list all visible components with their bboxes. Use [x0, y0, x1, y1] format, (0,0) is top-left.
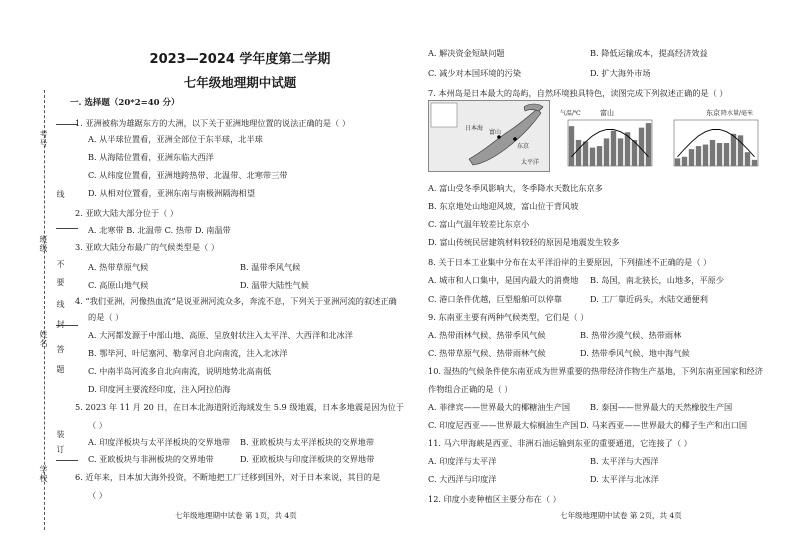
answer-option: A. 从半球位置看，亚洲全部位于东半球，北半球	[88, 134, 263, 144]
binding-line	[44, 90, 45, 530]
cut-text: 题	[56, 365, 65, 374]
answer-option: （ ）	[88, 490, 107, 500]
question-stem: 4. “我们亚洲，河像热血流”是说亚洲河流众多，奔流不息，下列关于亚洲河流的叙述正确	[75, 296, 397, 306]
answer-option: A. 解决资金短缺问题	[428, 48, 505, 58]
precip-bar	[618, 138, 623, 166]
answer-option: （ ）	[88, 420, 107, 430]
answer-option: D. 从相对位置看，亚洲东南与南极洲隔海相望	[88, 188, 256, 198]
axis-label-precip: 降水量/毫米	[721, 110, 754, 117]
answer-option: B. 鄂毕河、叶尼塞河、勒拿河自北向南流，注入北冰洋	[88, 348, 288, 358]
precip-bar	[710, 140, 715, 166]
answer-option: B. 热带沙漠气候、热带雨林	[580, 330, 682, 340]
answer-option: D. 马来西亚——世界最大的椰子生产和出口国	[580, 420, 748, 430]
precip-bar	[682, 157, 687, 166]
precip-bar	[583, 141, 588, 166]
question-stem: 5. 2023 年 11 月 20 日，在日本北海道附近海域发生 5.9 级地震，日本多地震是因为位于	[75, 402, 404, 412]
section-heading: 一. 选择题（20*2=40 分）	[70, 98, 180, 108]
cut-text: 线	[56, 190, 65, 199]
precip-bar	[703, 145, 708, 166]
climate-chart-toyama	[560, 109, 660, 174]
climate-chart-tokyo	[666, 109, 766, 174]
map-label-sea-of-japan: 日本海	[465, 125, 484, 132]
answer-option: C. 高原山地气候	[88, 280, 149, 290]
cut-text: 装	[56, 430, 65, 439]
precip-bar	[646, 123, 651, 166]
cut-text: 不	[56, 260, 65, 269]
precip-bar	[675, 158, 680, 166]
exam-subtitle: 七年级地理期中试题	[183, 75, 297, 90]
answer-option: C. 港口条件优越，巨型船舶可以停靠	[428, 294, 562, 304]
answer-option: B. 岛国，南北狭长，山地多，平原少	[590, 275, 725, 285]
answer-option: D. 印度河主要流经印度，注入阿拉伯海	[88, 384, 231, 394]
answer-option: D. 太平洋与北冰洋	[590, 474, 659, 484]
precip-bar	[604, 138, 609, 166]
answer-option: B. 从海陆位置看，亚洲东临大西洋	[88, 152, 214, 162]
answer-option: D. 热带季风气候、地中海气候	[580, 348, 690, 358]
answer-option: B. 东京地处山地迎风坡，富山位于背风坡	[428, 201, 579, 211]
answer-option: C. 减少对本国环境的污染	[428, 68, 522, 78]
answer-option: A. 印度洋与太平洋	[428, 456, 497, 466]
answer-option: B. 亚欧板块与太平洋板块的交界地带	[240, 437, 375, 447]
page-footer: 七年级地理期中试卷 第 2页，共 4页	[560, 511, 682, 520]
name-label: 姓名	[39, 330, 48, 348]
answer-option: B. 太平洋与大西洋	[590, 456, 659, 466]
answer-option: B. 温带季风气候	[240, 262, 301, 272]
question-stem: 9. 东南亚主要有两种气候类型，它们是（ ）	[428, 312, 589, 322]
answer-option: D. 富山传统民居建筑材料较轻的原因是地震发生较多	[428, 237, 620, 247]
precip-bar	[731, 134, 736, 166]
answer-option: A. 热带雨林气候、热带季风气候	[428, 330, 546, 340]
exam-number-label: 考号	[39, 130, 48, 148]
cut-text: 订	[56, 445, 65, 454]
binding-gutter	[0, 0, 70, 547]
answer-option: A. 印度洋板块与太平洋板块的交界地带	[88, 437, 231, 447]
cut-text: 封	[56, 320, 65, 329]
answer-option: C. 热带草原气候、热带雨林气候	[428, 348, 546, 358]
precip-bar	[569, 126, 574, 166]
axis-label-temp: 气温/℃	[560, 110, 581, 117]
question-stem: 6. 近年来，日本加大海外投资，不断地把工厂迁移到国外，对于日本来说，其目的是	[75, 472, 381, 482]
cut-text: 答	[56, 345, 65, 354]
question-stem: 7. 本州岛是日本最大的岛屿，自然环境独具特色，读图完成下列叙述正确的是（ ）	[428, 88, 728, 98]
answer-option: A. 大河都发源于中部山地、高原、呈放射状注入太平洋、大西洋和北冰洋	[88, 330, 353, 340]
cut-text: 线	[56, 300, 65, 309]
answer-option: C. 亚欧板块与非洲板块的交界地带	[88, 454, 214, 464]
answer-option: A. 热带草原气候	[88, 262, 149, 272]
answer-option: C. 从纬度位置看，亚洲地跨热带、北温带、北寒带三带	[88, 170, 288, 180]
answer-option: C. 富山气温年较差比东京小	[428, 219, 530, 229]
cut-text: 要	[56, 278, 65, 287]
answer-option: C. 大西洋与印度洋	[428, 474, 497, 484]
class-blank	[56, 228, 78, 229]
precip-bar	[696, 146, 701, 166]
class-label: 班级	[39, 235, 48, 253]
japan-map	[428, 100, 550, 172]
map-label-toyama: 富山	[489, 129, 502, 136]
answer-option: A. 北寒带 B. 北温带 C. 热带 D. 南温带	[88, 225, 231, 235]
answer-option: C. 中南半岛河流多自北向南流，说明地势北高南低	[88, 366, 272, 376]
precip-bar	[611, 131, 616, 166]
chart-toyama-svg	[560, 118, 660, 174]
answer-option: 作物组合正确的是（ ）	[428, 384, 513, 394]
question-stem: 1. 亚洲被称为雄踞东方的大洲，以下关于亚洲地理位置的说法正确的是（ ）	[75, 118, 351, 128]
answer-option: D. 亚欧板块与印度洋板块的交界地带	[240, 454, 375, 464]
precip-bar	[752, 160, 757, 166]
answer-option: A. 富山受冬季风影响大，冬季降水天数比东京多	[428, 183, 603, 193]
question-stem: 3. 亚欧大陆分布最广的气候类型是（ ）	[75, 242, 220, 252]
chart-title-tokyo: 东京	[706, 109, 720, 117]
chart-title-toyama: 富山	[600, 109, 614, 117]
question-stem: 2. 亚欧大陆大部分位于（ ）	[75, 208, 179, 218]
page-footer: 七年级地理期中试卷 第 1页，共 4页	[175, 511, 297, 520]
precip-bar	[597, 146, 602, 166]
exam-title: 2023—2024 学年度第二学期	[149, 52, 331, 67]
school-blank	[56, 460, 78, 461]
chart-tokyo-svg	[666, 118, 766, 174]
answer-option: A. 菲律宾——世界最大的椰糖油生产国	[428, 402, 571, 412]
answer-option: A. 城市和人口集中，是国内最大的消费地	[428, 275, 579, 285]
question-stem: 11. 马六甲海峡是西亚、非洲石油运输到东亚的重要通道，它连接了（ ）	[428, 438, 692, 448]
right-page	[400, 0, 794, 547]
answer-option: C. 印度尼西亚——世界最大棕榈油生产国	[428, 420, 579, 430]
precip-bar	[590, 148, 595, 166]
precip-bar	[717, 143, 722, 166]
answer-option: D. 工厂靠近码头，水陆交通便利	[590, 294, 708, 304]
question-stem: 8. 关于日本工业集中分布在太平洋沿岸的主要原因，下列描述不正确的是（ ）	[428, 257, 712, 267]
answer-option: D. 温带大陆性气候	[240, 280, 309, 290]
answer-option: B. 泰国——世界最大的天然橡胶生产国	[590, 402, 733, 412]
map-label-tokyo: 东京	[517, 143, 530, 150]
precip-bar	[724, 143, 729, 166]
question-stem: 10. 湿热的气候条件使东南亚成为世界重要的热带经济作物生产基地，下列东南亚国家和经济	[428, 366, 763, 376]
map-label-pacific: 太平洋	[521, 159, 540, 166]
answer-option: B. 降低运输成本，提高经济效益	[590, 48, 708, 58]
precip-bar	[689, 149, 694, 166]
precip-bar	[745, 152, 750, 166]
question-stem: 12. 印度小麦种植区主要分布在（ ）	[428, 494, 561, 504]
school-label: 学校	[39, 465, 48, 483]
answer-option: D. 扩大海外市场	[590, 68, 651, 78]
precip-bar	[576, 140, 581, 166]
answer-option: 的是（ ）	[88, 312, 124, 322]
